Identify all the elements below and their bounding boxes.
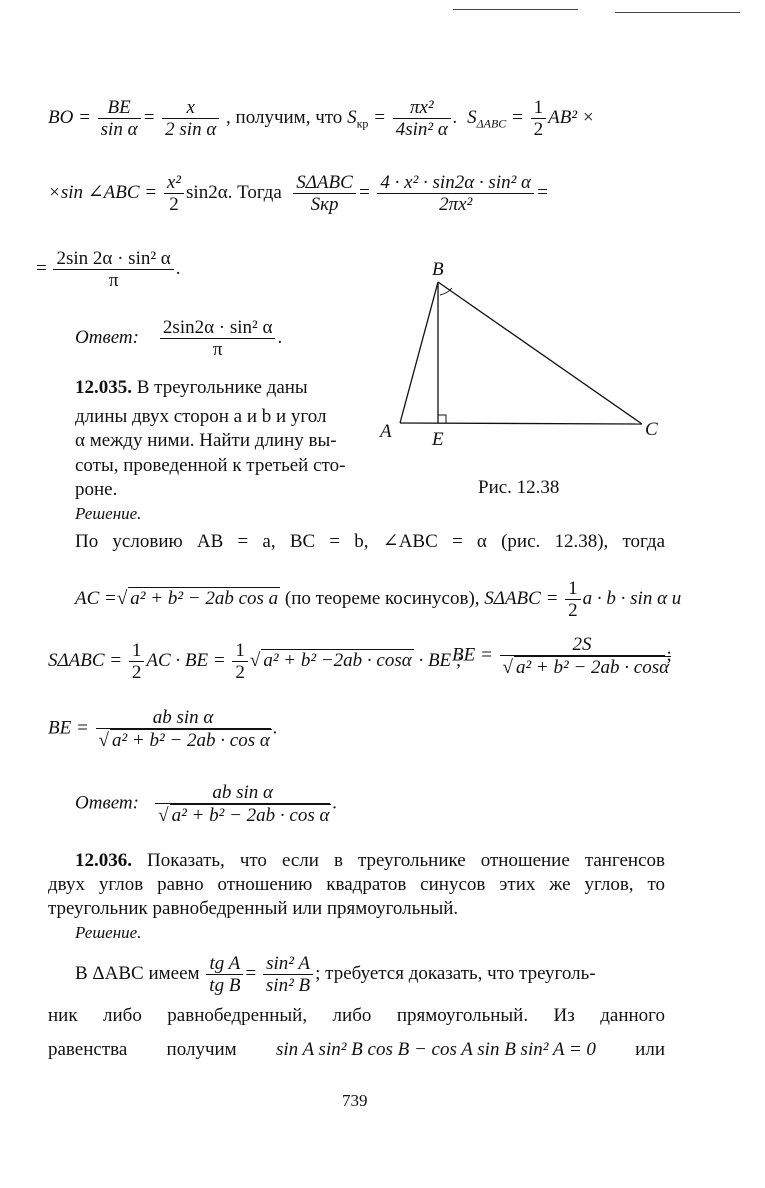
solution-35-be-final: BE = $\frac{\text{ab sin α}}{\text{√ a² + b² − 2ab · cos α}}$ . — [48, 707, 278, 751]
formula-bo: BO = $\frac{BE}{\text{sin α}}$ = $\frac{x}{\text{2 sin α}}$ , получим, что $S_{кр}$ = $\frac{\text{πx²}}{\text{4sin² α}}$ . $S_{\Delta ABC}$ = $\frac{1}{2}$ AB² × — [48, 97, 595, 140]
top-rule-1 — [453, 9, 578, 10]
solution-35-ac: AC =√ a² + b² − 2ab cos a (по теореме косинусов), SΔABC = $\frac{1}{2}$ a · b · sin α и — [75, 578, 682, 621]
solution-36-line-3: равенства получим sin A sin² B cos B − cos A sin B sin² A = 0 или — [48, 1039, 665, 1060]
figure-caption: Рис. 12.38 — [478, 477, 560, 498]
page-number: 739 — [342, 1091, 368, 1110]
solution-label-36: Решение. — [75, 923, 142, 942]
problem-12-036-line-3: треугольник равнобедренный или прямоугольный. — [48, 898, 459, 919]
problem-12-036-line-1: 12.036. Показать, что если в треугольнике отношение тангенсов — [75, 850, 665, 871]
solution-label-35: Решение. — [75, 504, 142, 523]
figure-label-b: B — [432, 259, 444, 280]
figure-label-e: E — [432, 429, 444, 450]
solution-36-line-2: ник либо равнобедренный, либо прямоугольный. Из данного — [48, 1005, 665, 1026]
figure-label-a: A — [380, 421, 392, 442]
answer-2: Ответ: $\frac{\text{ab sin α}}{\text{√ a² + b² − 2ab · cos α}}$ . — [75, 782, 337, 826]
problem-12-035-line-3: α между ними. Найти длину вы- — [75, 430, 337, 451]
problem-12-035-line-5: роне. — [75, 479, 118, 500]
solution-36-line-1: В ΔABC имеем $\frac{\text{tg A}}{\text{tg B}}$ = $\frac{\text{sin² A}}{\text{sin² B}}$ ; требуется доказать, что треуголь- — [75, 953, 596, 996]
formula-sabc-ratio: ×sin ∠ABC = $\frac{\text{x²}}{2}$ sin2α. Тогда SΔABC Sкр = $\frac{\text{4 · x² · sin2α · sin² α}}{\text{2πx²}}$ = — [48, 172, 549, 215]
formula-result: = $\frac{\text{2sin 2α · sin² α}}{\pi}$ . — [36, 248, 181, 291]
problem-12-035-line-2: длины двух сторон a и b и угол — [75, 406, 327, 427]
figure-label-c: C — [645, 419, 658, 440]
solution-35-line-1: По условию AB = a, BC = b, ∠ABC = α (рис. 12.38), тогда — [75, 531, 665, 552]
solution-35-area: SΔABC = $\frac{1}{2}$ AC · BE = $\frac{1}{2}$ √ a² + b² −2ab · cosα · BE ; — [48, 640, 463, 683]
solution-35-be: BE = $\frac{2S}{\text{√ a² + b² − 2ab · cosα}}$ ; — [452, 634, 672, 678]
problem-12-035-line-1: 12.035. В треугольнике даны — [75, 377, 308, 398]
top-rule-2 — [615, 12, 740, 13]
triangle-figure — [370, 255, 670, 505]
answer-1: Ответ: $\frac{\text{2sin2α · sin² α}}{\pi}$ . — [75, 317, 283, 360]
problem-12-036-line-2: двух углов равно отношению квадратов синусов этих же углов, то — [48, 874, 665, 895]
problem-12-035-line-4: соты, проведенной к третьей сто- — [75, 455, 346, 476]
